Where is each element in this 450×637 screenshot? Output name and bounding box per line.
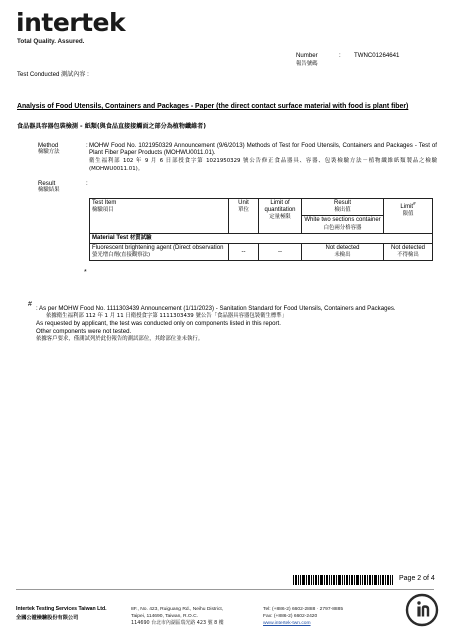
row-limit <box>384 244 433 261</box>
row-limit-zh: 不得檢出 <box>397 252 419 259</box>
header-loq <box>259 199 302 234</box>
header-test-item-en: Test Item <box>92 200 117 206</box>
result-sep: : <box>86 180 88 187</box>
method-text-en: MOHW Food No. 1021950329 Announcement (9/6/2013) Methods of Test for Food Utensils, Containers and Packages - Test of Plant Fiber Paper Products (MOHWU0011.01). <box>89 142 437 157</box>
footer-contact <box>263 606 343 627</box>
result-label: Result <box>38 180 56 187</box>
report-number-sep: : <box>339 52 341 59</box>
table-row <box>90 244 433 261</box>
footer-company-en: Intertek Testing Services Taiwan Ltd. <box>16 606 107 612</box>
note-standard-en: : As per MOHW Food No. 1111303439 Announcement (1/11/2023) - Sanitation Standard for Food Utensils, Containers and Packages. <box>36 305 396 312</box>
intertek-badge-icon <box>404 592 440 628</box>
note-standard-zh: 依據衛生福利部 112 年 1 月 11 日衛授食字第 1111303439 號公告「食品器具容器包裝衛生標準」 <box>46 313 288 320</box>
header-test-item <box>90 199 229 234</box>
row-result-zh: 未檢出 <box>334 252 351 259</box>
group-label-zh: 材質試驗 <box>129 234 152 241</box>
method-sep: : <box>86 142 88 149</box>
header-unit <box>229 199 259 234</box>
method-text <box>89 142 437 174</box>
section-title: Analysis of Food Utensils, Containers and Packages - Paper (the direct contact surface material with food is plant fiber) <box>17 103 409 110</box>
note-requested-zh: 依據客戶要求，僅測試列於此份報告的測試部位，其餘部位並未執行。 <box>36 336 204 343</box>
note-other-components: Other components were not tested. <box>36 327 132 335</box>
page-number: Page 2 of 4 <box>399 575 435 582</box>
table-group-row <box>90 233 433 243</box>
footer-company-zh: 全國公證檢驗股份有限公司 <box>16 615 79 621</box>
report-number-label-zh: 報告號碼 <box>296 61 318 67</box>
row-accreditation-mark: * <box>84 269 87 276</box>
group-material-test <box>90 233 433 243</box>
footer-address-line1: 8F., No. 423, Ruiguang Rd., Neihu District, <box>131 607 224 612</box>
header-loq-zh: 定量極限 <box>269 214 291 221</box>
footer-fax: Fax: (+886-2) 6602-2420 <box>263 614 318 619</box>
method-label-zh: 檢驗方法 <box>38 149 60 156</box>
row-test-item-zh: 螢光增白劑(直接觀察法) <box>92 252 151 259</box>
result-label-block <box>38 180 60 195</box>
footer-address-zh: 114690 台北市內湖區瑞光路 423 號 8 樓 <box>131 620 224 626</box>
footer-address-line2: Taipei, 114690, Taiwan, R.O.C. <box>131 614 198 619</box>
row-test-item <box>90 244 229 261</box>
report-number-label: Number <box>296 52 318 59</box>
header-sample-en: White two sections container <box>304 217 381 224</box>
header-limit-zh: 限值 <box>402 211 414 218</box>
header-limit <box>384 199 433 234</box>
header-result <box>302 199 384 216</box>
notes-block <box>36 305 436 343</box>
header-result-en: Result <box>333 200 351 206</box>
footer-tel: Tel: (+886-2) 6602-2888 · 2797-8885 <box>263 607 344 612</box>
row-loq: -- <box>259 244 302 261</box>
header-test-item-zh: 檢驗項目 <box>92 207 114 214</box>
row-result <box>302 244 384 261</box>
footnote-mark: # <box>28 301 32 308</box>
footer-divider <box>16 589 434 590</box>
barcode <box>293 575 393 585</box>
header-loq-en: Limit of quantitation <box>264 200 296 214</box>
header-sample-zh: 白色兩分格容器 <box>323 224 362 231</box>
method-label: Method <box>38 142 59 149</box>
report-number: TWNC01264641 <box>354 52 400 59</box>
footer-company <box>16 606 107 621</box>
method-text-zh: 衛生福利部 102 年 9 月 6 日部授食字第 1021950329 號公告修正食品器具、容器、包裝檢驗方法－植物纖維紙類製品之檢驗(MOHWU0011.01)。 <box>89 157 437 173</box>
footer-address <box>131 606 224 627</box>
row-result-en: Not detected <box>325 245 360 252</box>
test-conducted-label: Test Conducted 測試內容 : <box>17 71 89 78</box>
note-requested: As requested by applicant, the test was conducted only on components listed in this report. <box>36 320 281 328</box>
group-label-en: Material Test <box>92 234 129 241</box>
header-limit-mark: # <box>413 201 416 206</box>
header-unit-en: Unit <box>238 200 249 206</box>
table-header-row <box>90 199 433 216</box>
result-table <box>89 198 433 261</box>
logo-tagline: Total Quality. Assured. <box>17 38 85 45</box>
header-result-zh: 檢出值 <box>334 207 351 214</box>
intertek-logo: intertek <box>16 8 126 37</box>
row-unit: -- <box>229 244 259 261</box>
row-test-item-en: Fluorescent brightening agent (Direct observation <box>92 245 224 252</box>
header-unit-zh: 單位 <box>238 207 249 214</box>
footer-website-link[interactable]: www.intertek-twn.com <box>263 621 311 626</box>
method-label-block <box>38 142 60 157</box>
section-subtitle-zh: 食品器具容器包裝檢測 - 紙類(與食品直接接觸面之部分為植物纖維者) <box>17 123 207 130</box>
header-limit-en: Limit <box>400 204 414 210</box>
row-limit-en: Not detected <box>390 245 426 252</box>
header-sample <box>302 216 384 233</box>
result-label-zh: 檢驗結果 <box>38 187 60 194</box>
